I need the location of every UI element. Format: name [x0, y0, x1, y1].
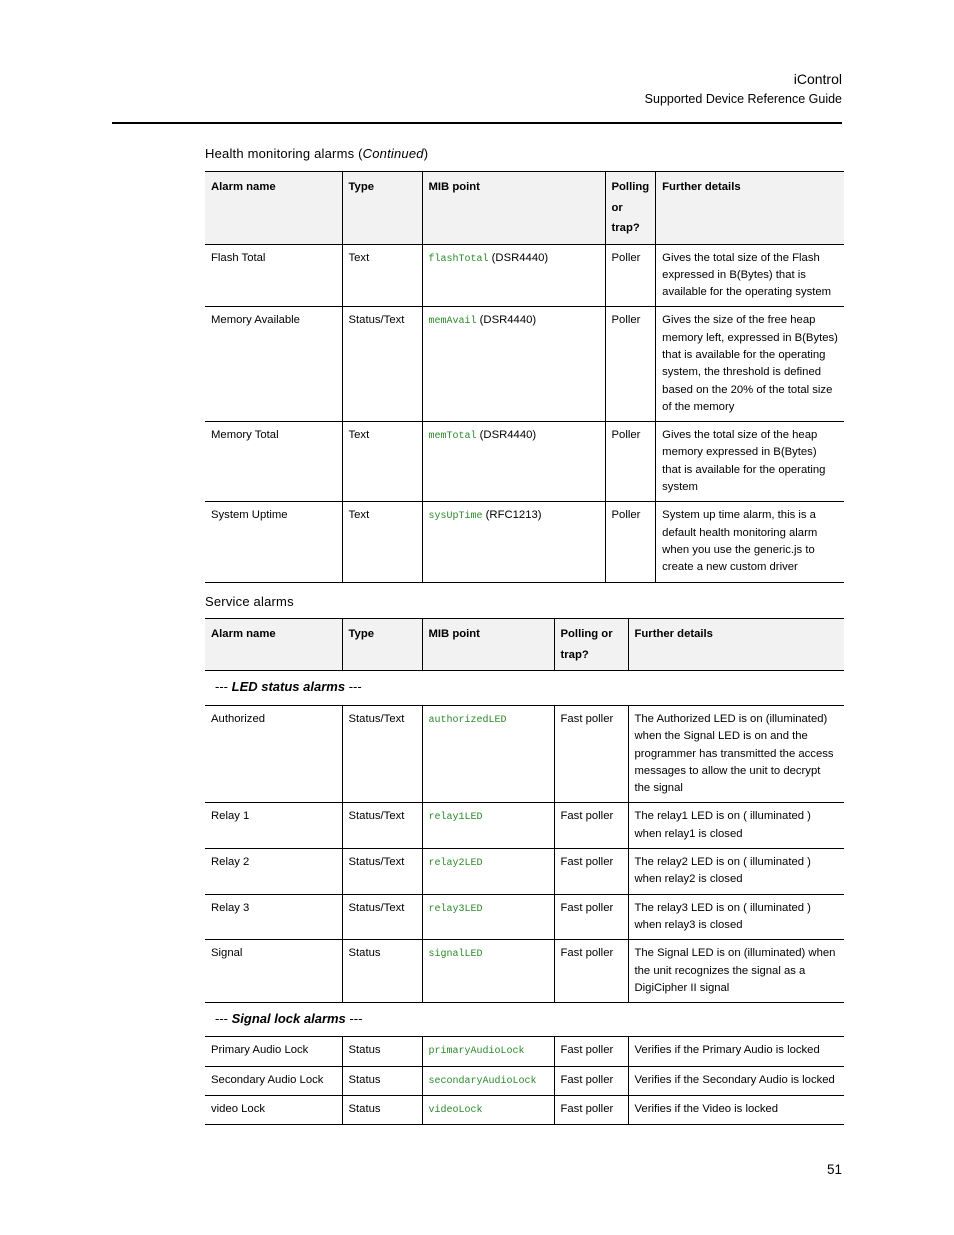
alarm-name: Authorized — [205, 706, 342, 803]
mib-point — [422, 940, 554, 1003]
col-mib-point: MIB point — [422, 172, 605, 245]
caption-continued: Continued — [362, 146, 424, 161]
polling: Fast poller — [554, 803, 628, 849]
polling: Fast poller — [554, 1066, 628, 1095]
mib-point — [422, 1066, 554, 1095]
alarm-type: Status — [342, 1095, 422, 1124]
alarm-name: Flash Total — [205, 244, 342, 307]
section-row-led-status — [205, 671, 844, 706]
alarm-type: Text — [342, 422, 422, 502]
alarm-type: Status — [342, 940, 422, 1003]
mib-note: (DSR4440) — [479, 429, 537, 442]
polling: Poller — [605, 502, 656, 582]
details: The relay3 LED is on ( illuminated ) when relay3 is closed — [628, 894, 844, 940]
details: The relay2 LED is on ( illuminated ) when relay2 is closed — [628, 849, 844, 895]
polling: Poller — [605, 422, 656, 502]
alarm-name: video Lock — [205, 1095, 342, 1124]
table-header-row — [205, 172, 844, 245]
service-table-caption: Service alarms — [205, 594, 294, 609]
mib-note: (DSR4440) — [479, 314, 537, 327]
table-row — [205, 940, 844, 1003]
alarm-name: Signal — [205, 940, 342, 1003]
col-alarm-name: Alarm name — [205, 172, 342, 245]
polling: Fast poller — [554, 940, 628, 1003]
polling: Fast poller — [554, 849, 628, 895]
table-row — [205, 422, 844, 502]
alarm-name: Relay 2 — [205, 849, 342, 895]
col-polling: Polling or trap? — [554, 619, 628, 671]
service-alarms-table — [205, 618, 844, 1125]
mib-point — [422, 849, 554, 895]
mib-name: flashTotal — [428, 253, 489, 265]
alarm-type: Status/Text — [342, 894, 422, 940]
table-row — [205, 803, 844, 849]
mib-name: authorizedLED — [428, 715, 507, 726]
details: Verifies if the Primary Audio is locked — [628, 1037, 844, 1066]
mib-point — [422, 803, 554, 849]
mib-name: memTotal — [428, 431, 477, 443]
mib-point — [422, 244, 605, 307]
mib-name: videoLock — [428, 1104, 483, 1116]
health-table-caption: Health monitoring alarms (Continued) — [205, 146, 429, 161]
table-row — [205, 502, 844, 582]
mib-name: relay2LED — [428, 858, 483, 870]
table-row — [205, 1066, 844, 1095]
alarm-name: System Uptime — [205, 502, 342, 582]
mib-note: (DSR4440) — [491, 251, 549, 264]
col-alarm-name: Alarm name — [205, 619, 342, 671]
section-heading: --- Signal lock alarms --- — [205, 1003, 844, 1037]
alarm-type: Status/Text — [342, 706, 422, 803]
alarm-type: Status/Text — [342, 849, 422, 895]
header-rule — [112, 122, 842, 124]
section-row-signal-lock — [205, 1003, 844, 1037]
details: Gives the total size of the heap memory expressed in B(Bytes) that is available for the operating system — [656, 422, 844, 502]
section-heading: --- LED status alarms --- — [205, 671, 844, 706]
header-guide-title: Supported Device Reference Guide — [644, 92, 842, 106]
details: Verifies if the Video is locked — [628, 1095, 844, 1124]
alarm-name: Memory Total — [205, 422, 342, 502]
mib-name: primaryAudioLock — [428, 1046, 525, 1058]
mib-name: signalLED — [428, 949, 483, 961]
table-row — [205, 1095, 844, 1124]
section-title: Signal lock alarms — [231, 1011, 346, 1027]
mib-point — [422, 1095, 554, 1124]
mib-point — [422, 502, 605, 582]
col-details: Further details — [656, 172, 844, 245]
polling: Fast poller — [554, 1037, 628, 1066]
polling: Fast poller — [554, 706, 628, 803]
polling: Fast poller — [554, 1095, 628, 1124]
details: Verifies if the Secondary Audio is locked — [628, 1066, 844, 1095]
table-header-row — [205, 619, 844, 671]
table-row — [205, 1037, 844, 1066]
health-monitoring-table — [205, 171, 844, 583]
mib-point — [422, 1037, 554, 1066]
alarm-type: Text — [342, 244, 422, 307]
col-type: Type — [342, 172, 422, 245]
alarm-type: Status/Text — [342, 307, 422, 422]
polling: Fast poller — [554, 894, 628, 940]
col-polling: Polling or trap? — [605, 172, 656, 245]
section-title: LED status alarms — [231, 679, 346, 694]
table-row — [205, 706, 844, 803]
details: The relay1 LED is on ( illuminated ) when relay1 is closed — [628, 803, 844, 849]
alarm-name: Memory Available — [205, 307, 342, 422]
alarm-type: Status/Text — [342, 803, 422, 849]
col-details: Further details — [628, 619, 844, 671]
polling: Poller — [605, 244, 656, 307]
page-number: 51 — [826, 1162, 842, 1177]
mib-note: (RFC1213) — [485, 509, 542, 522]
mib-name: memAvail — [428, 316, 477, 328]
alarm-type: Status — [342, 1037, 422, 1066]
mib-point — [422, 307, 605, 422]
mib-point — [422, 894, 554, 940]
col-type: Type — [342, 619, 422, 671]
alarm-name: Relay 1 — [205, 803, 342, 849]
col-mib-point: MIB point — [422, 619, 554, 671]
mib-name: sysUpTime — [428, 511, 483, 523]
table-row — [205, 244, 844, 307]
details: Gives the size of the free heap memory left, expressed in B(Bytes) that is available for the operating system, the threshold is defined based on the 20% of the total size of the memory — [656, 307, 844, 422]
table-row — [205, 894, 844, 940]
alarm-name: Secondary Audio Lock — [205, 1066, 342, 1095]
table-row — [205, 307, 844, 422]
details: System up time alarm, this is a default health monitoring alarm when you use the generic.js to create a new custom driver — [656, 502, 844, 582]
details: The Authorized LED is on (illuminated) when the Signal LED is on and the programmer has transmitted the access messages to allow the unit to decrypt the signal — [628, 706, 844, 803]
mib-name: relay1LED — [428, 812, 483, 824]
mib-name: relay3LED — [428, 903, 483, 915]
details: Gives the total size of the Flash expressed in B(Bytes) that is available for the operating system — [656, 244, 844, 307]
table-row — [205, 849, 844, 895]
mib-point — [422, 422, 605, 502]
alarm-name: Relay 3 — [205, 894, 342, 940]
details: The Signal LED is on (illuminated) when the unit recognizes the signal as a DigiCipher II signal — [628, 940, 844, 1003]
alarm-type: Text — [342, 502, 422, 582]
alarm-name: Primary Audio Lock — [205, 1037, 342, 1066]
header-product: iControl — [793, 71, 842, 87]
mib-name: secondaryAudioLock — [428, 1075, 537, 1087]
polling: Poller — [605, 307, 656, 422]
alarm-type: Status — [342, 1066, 422, 1095]
mib-point — [422, 706, 554, 803]
